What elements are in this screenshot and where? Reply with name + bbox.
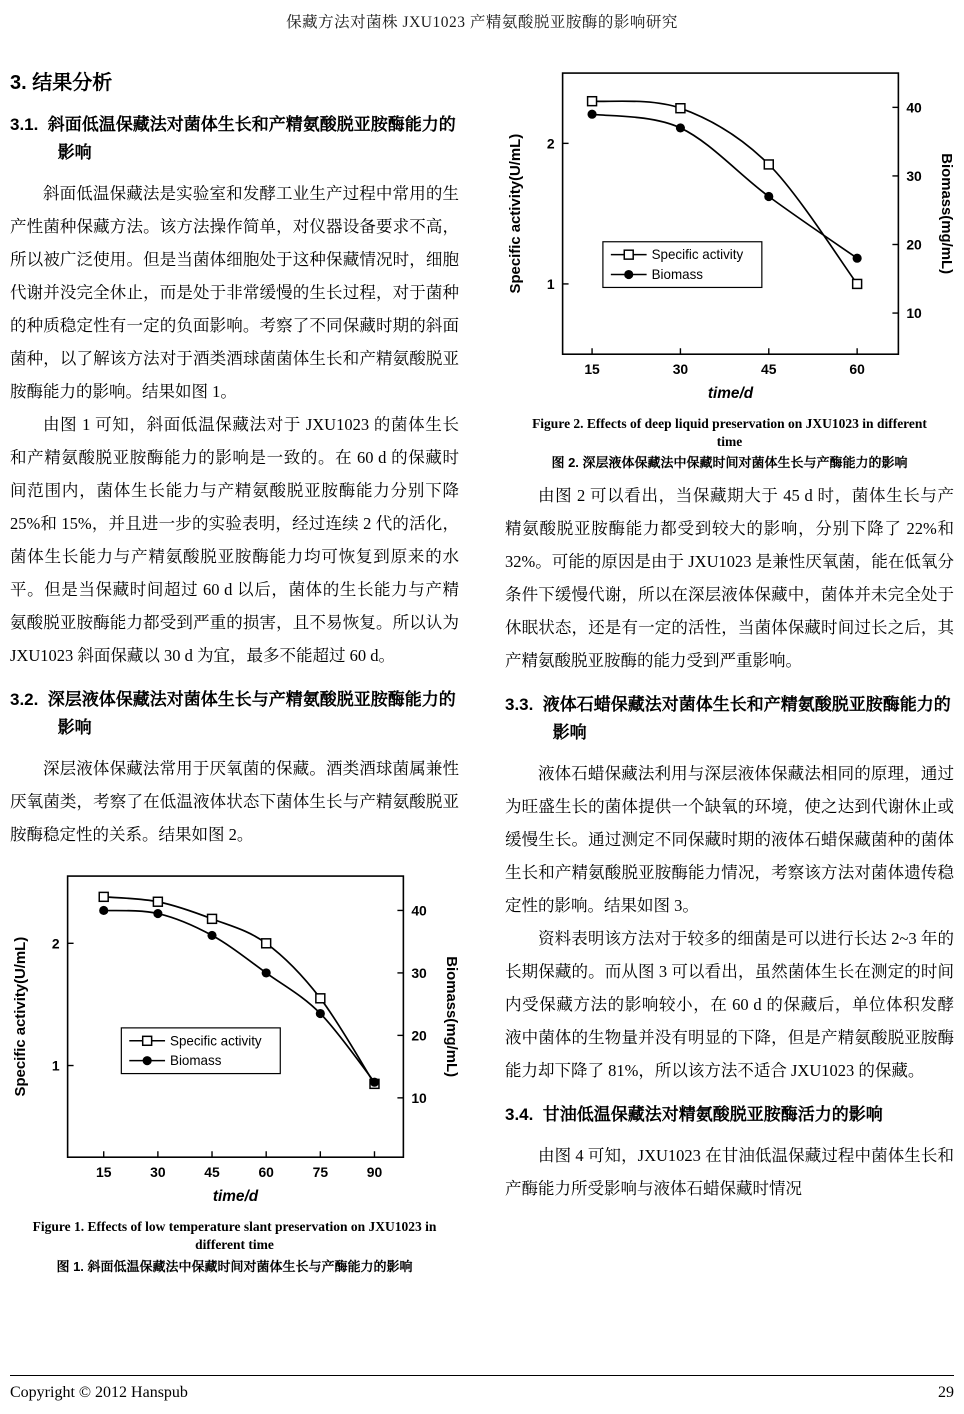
svg-text:30: 30 xyxy=(672,361,689,378)
footer-page-number: 29 xyxy=(938,1384,954,1401)
svg-text:Biomass(mg/mL): Biomass(mg/mL) xyxy=(443,956,459,1078)
svg-text:1: 1 xyxy=(51,1057,60,1074)
right-column xyxy=(505,62,954,1282)
paragraph-6: 资料表明该方法对于较多的细菌是可以进行长达 2~3 年的长期保藏的。而从图 3 可以看出，虽然菌体生长在测定的时间内受保藏方法的影响较小，在 60 d 的保藏后，单位体积发酵液中菌体的生物量并没有明显的下降，但是产精氨酸脱亚胺酶能力却下降了 81%，所以该方法不适合 JXU1023 的保藏。 xyxy=(505,929,954,1081)
svg-text:15: 15 xyxy=(584,361,600,378)
svg-text:Biomass: Biomass xyxy=(651,267,703,283)
page-footer xyxy=(10,1375,954,1402)
section-3-3-heading xyxy=(505,691,954,747)
paragraph-1: 斜面低温保藏法是实验室和发酵工业生产过程中常用的生产性菌种保藏方法。该方法操作简单，对仪器设备要求不高，所以被广泛使用。但是当菌体细胞处于这种保藏情况时，细胞代谢并没完全休止，而是处于非常缓慢的生长过程，对于菌种的种质稳定性有一定的负面影响。考察了不同保藏时期的斜面菌种，以了解该方法对于酒类酒球菌菌体生长和产精氨酸脱亚胺酶能力的影响。结果如图 1。 xyxy=(10,184,459,402)
section-3-1-heading xyxy=(10,111,459,167)
svg-text:30: 30 xyxy=(150,1164,166,1181)
section-3-title: 结果分析 xyxy=(32,72,113,94)
svg-text:60: 60 xyxy=(849,361,865,378)
svg-text:10: 10 xyxy=(906,305,922,322)
section-3-2-heading xyxy=(10,686,459,742)
section-3-heading xyxy=(10,66,459,95)
paragraph-2: 由图 1 可知，斜面低温保藏法对于 JXU1023 的菌体生长和产精氨酸脱亚胺酶能力的影响是一致的。在 60 d 的保藏时间范围内，菌体生长能力与产精氨酸脱亚胺酶能力分别下降 25%和 15%，并且进一步的实验表明，经过连续 2 代的活化，菌体生长能力与产精氨酸脱亚胺酶能力均可恢复到原来的水平。但是当保藏时间超过 60 d 以后，菌体的生长能力与产精氨酸脱亚胺酶能力都受到严重的损害，且不易恢复。所以认为 JXU1023 斜面保藏以 30 d 为宜，最多不能超过 60 d。 xyxy=(10,415,459,666)
section-3-2-title: 深层液体保藏法对菌体生长与产精氨酸脱亚胺酶能力的影响 xyxy=(47,690,456,738)
figure-2-chart xyxy=(505,62,954,407)
figure-1-caption-cn: 图 1. 斜面低温保藏法中保藏时间对菌体生长与产酶能力的影响 xyxy=(56,1258,413,1274)
svg-text:Specific activity: Specific activity xyxy=(651,247,744,263)
svg-text:45: 45 xyxy=(204,1164,220,1181)
figure-1-caption-en: Figure 1. Effects of low temperature slant preservation on JXU1023 in different time xyxy=(32,1219,437,1253)
left-column xyxy=(10,62,459,1282)
svg-text:75: 75 xyxy=(312,1164,329,1181)
svg-text:Specific activity(U/mL): Specific activity(U/mL) xyxy=(507,133,524,294)
section-3-4-number: 3.4. xyxy=(505,1105,534,1125)
running-title: 保藏方法对菌株 JXU1023 产精氨酸脱亚胺酶的影响研究 xyxy=(286,14,678,31)
figure-2-chart-wrap xyxy=(505,62,954,407)
section-3-3-title: 液体石蜡保藏法对菌体生长和产精氨酸脱亚胺酶能力的影响 xyxy=(542,694,951,742)
svg-text:Biomass: Biomass xyxy=(170,1053,222,1069)
section-3-4-heading xyxy=(505,1101,954,1129)
paragraph-5: 液体石蜡保藏法利用与深层液体保藏法相同的原理，通过为旺盛生长的菌体提供一个缺氧的环境，使之达到代谢休止或缓慢生长。通过测定不同保藏时期的液体石蜡保藏菌种的菌体生长和产精氨酸脱亚胺酶能力情况，考察该方法对菌体遗传稳定性的影响。结果如图 3。 xyxy=(505,764,954,916)
svg-text:60: 60 xyxy=(258,1164,274,1181)
svg-text:2: 2 xyxy=(546,135,555,152)
svg-text:30: 30 xyxy=(906,167,922,184)
svg-text:Specific activity: Specific activity xyxy=(170,1033,262,1049)
svg-text:40: 40 xyxy=(411,902,427,919)
svg-text:20: 20 xyxy=(411,1027,427,1044)
svg-text:time/d: time/d xyxy=(212,1188,259,1206)
paragraph-4: 由图 2 可以看出，当保藏期大于 45 d 时，菌体生长与产精氨酸脱亚胺酶能力都受到较大的影响，分别下降了 22%和 32%。可能的原因是由于 JXU1023 是兼性厌氧菌，能在低氧分条件下缓慢代谢，所以在深层液体保藏中，菌体并未完全处于休眠状态，还是有一定的活性，当菌体保藏时间过长之后，其产精氨酸脱亚胺酶的能力受到严重影响。 xyxy=(505,485,955,670)
svg-text:40: 40 xyxy=(906,99,922,116)
figure-1-block xyxy=(10,865,459,1276)
svg-text:30: 30 xyxy=(411,965,427,982)
section-3-3-number: 3.3. xyxy=(505,694,534,714)
svg-text:10: 10 xyxy=(411,1090,427,1107)
svg-text:15: 15 xyxy=(95,1164,112,1181)
svg-text:Biomass(mg/mL): Biomass(mg/mL) xyxy=(938,153,954,275)
svg-text:2: 2 xyxy=(51,935,60,952)
footer-copyright: Copyright © 2012 Hanspub xyxy=(10,1384,188,1401)
section-3-1-number: 3.1. xyxy=(10,115,39,134)
svg-text:20: 20 xyxy=(906,236,922,253)
section-3-4-title: 甘油低温保藏法对精氨酸脱亚胺酶活力的影响 xyxy=(542,1105,883,1125)
figure-2-caption-en: Figure 2. Effects of deep liquid preservation on JXU1023 in different time xyxy=(532,416,927,450)
figure-2-block xyxy=(505,62,954,473)
svg-text:time/d: time/d xyxy=(707,384,754,402)
figure-2-caption-cn: 图 2. 深层液体保藏法中保藏时间对菌体生长与产酶能力的影响 xyxy=(551,455,908,471)
section-3-number: 3. xyxy=(10,72,27,94)
svg-text:90: 90 xyxy=(366,1164,383,1181)
figure-1-chart-wrap xyxy=(10,865,459,1210)
paragraph-7: 由图 4 可知，JXU1023 在甘油低温保藏过程中菌体生长和产酶能力所受影响与液体石蜡保藏时情况 xyxy=(505,1146,954,1199)
svg-text:45: 45 xyxy=(761,361,777,378)
figure-1-chart xyxy=(10,865,459,1210)
section-3-2-number: 3.2. xyxy=(10,690,39,710)
svg-text:Specific activity(U/mL): Specific activity(U/mL) xyxy=(12,936,29,1097)
two-column-layout xyxy=(10,62,954,1282)
svg-text:1: 1 xyxy=(546,275,555,292)
paragraph-3: 深层液体保藏法常用于厌氧菌的保藏。酒类酒球菌属兼性厌氧菌类，考察了在低温液体状态下菌体生长与产精氨酸脱亚胺酶稳定性的关系。结果如图 2。 xyxy=(10,759,459,845)
section-3-1-title: 斜面低温保藏法对菌体生长和产精氨酸脱亚胺酶能力的影响 xyxy=(47,115,456,163)
